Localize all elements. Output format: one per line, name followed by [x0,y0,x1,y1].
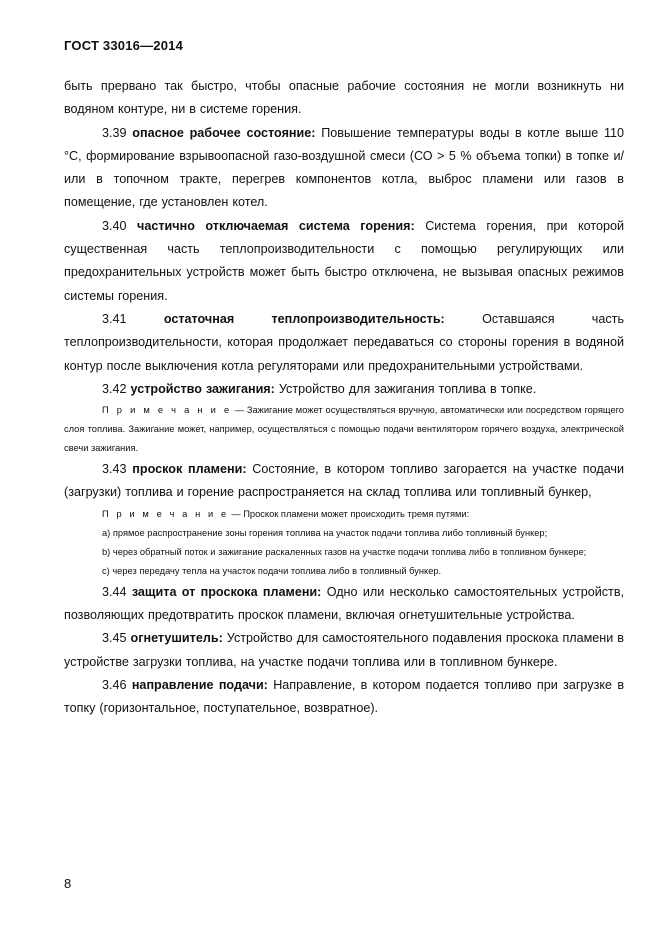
entry-term: направление подачи: [131,677,268,692]
entry-term: проскок пламени: [132,462,247,477]
entry-3-45 [64,627,624,674]
entry-3-41 [64,308,624,378]
entry-term: защита от проскока пламени: [131,584,322,599]
note-text: — Проскок пламени может происходить тремя путями: [231,508,470,519]
entry-number: 3.40 [102,218,127,233]
entry-3-39 [64,122,624,215]
entry-definition: Состояние, в котором топливо загорается на участке подачи (загрузки) топлива и горение распространяется на склад топлива или топливный бункер, [64,462,625,500]
entry-number: 3.45 [102,631,127,646]
note-label: П р и м е ч а н и е [102,508,229,519]
entry-term: устройство зажигания: [130,381,275,396]
entry-term: частично отключаемая система горения: [137,218,415,233]
entry-3-40 [64,215,624,308]
entry-definition: Повышение температуры воды в котле выше 110 °С, формирование взрывоопасной газо-воздушной смеси (СО > 5 % объема топки) в топке и/или в топочном тракте, перегрев компонентов котла, выброс пламени или газов в помещение, где установлен котел. [64,125,625,210]
entry-term: огнетушитель: [130,631,223,646]
entry-term: остаточная теплопроизводительность: [163,311,445,326]
entry-definition: Оставшаяся часть теплопроизводительности, которая продолжает передаваться со стороны горения в водяной контур после выключения котла регуляторами или предохранительными устройствами. [64,311,625,373]
entry-number: 3.44 [102,584,127,599]
intro-paragraph: быть прервано так быстро, чтобы опасные рабочие состояния не могли возникнуть ни водяном контуре, ни в системе горения. [64,79,624,117]
page-number: 8 [64,876,72,891]
note-item-b: b) через обратный поток и зажигание раскаленных газов на участке подачи топлива либо в топливном бункере; [102,546,587,557]
entry-number: 3.39 [102,125,127,140]
note-3-42 [64,401,624,458]
entry-definition: Устройство для зажигания топлива в топке. [278,381,537,396]
entry-3-43 [64,458,624,505]
entry-number: 3.41 [102,311,127,326]
note-label: П р и м е ч а н и е [102,405,232,416]
entry-definition: Направление, в котором подается топливо при загрузке в топку (горизонтальное, поступательное, возвратное). [64,677,625,716]
entry-3-46 [64,674,624,721]
entry-term: опасное рабочее состояние: [132,125,316,140]
note-text: — Зажигание может осуществляться вручную, автоматически или посредством горящего слоя топлива. Зажигание может, например, осуществляться с помощью подачи вентилятором горячего воздуха, электрической свечи зажигания. [64,405,624,454]
entry-number: 3.43 [102,462,127,477]
note-item-a: а) прямое распространение зоны горения топлива на участок подачи топлива либо топливный бункер; [102,527,548,538]
note-item-c: с) через передачу тепла на участок подачи топлива либо в топливный бункер. [102,565,442,576]
entry-3-42 [64,378,624,401]
entry-definition: Одно или несколько самостоятельных устройств, позволяющих предотвратить проскок пламени, включая огнетушительные устройства. [64,584,625,623]
entry-number: 3.46 [102,677,127,692]
entry-definition: Система горения, при которой существенная часть теплопроизводительности с помощью регулирующих или предохранительных устройств может быть быстро отключена, не вызывая опасных режимов системы горения. [64,218,625,303]
entry-number: 3.42 [102,381,127,396]
document-header: ГОСТ 33016—2014 [64,38,183,53]
document-body [64,75,624,721]
note-3-43 [64,505,624,524]
entry-definition: Устройство для самостоятельного подавления проскока пламени в устройстве загрузки топлива, на участке подачи топлива или в топливном бункере. [64,631,625,669]
entry-3-44 [64,581,624,628]
